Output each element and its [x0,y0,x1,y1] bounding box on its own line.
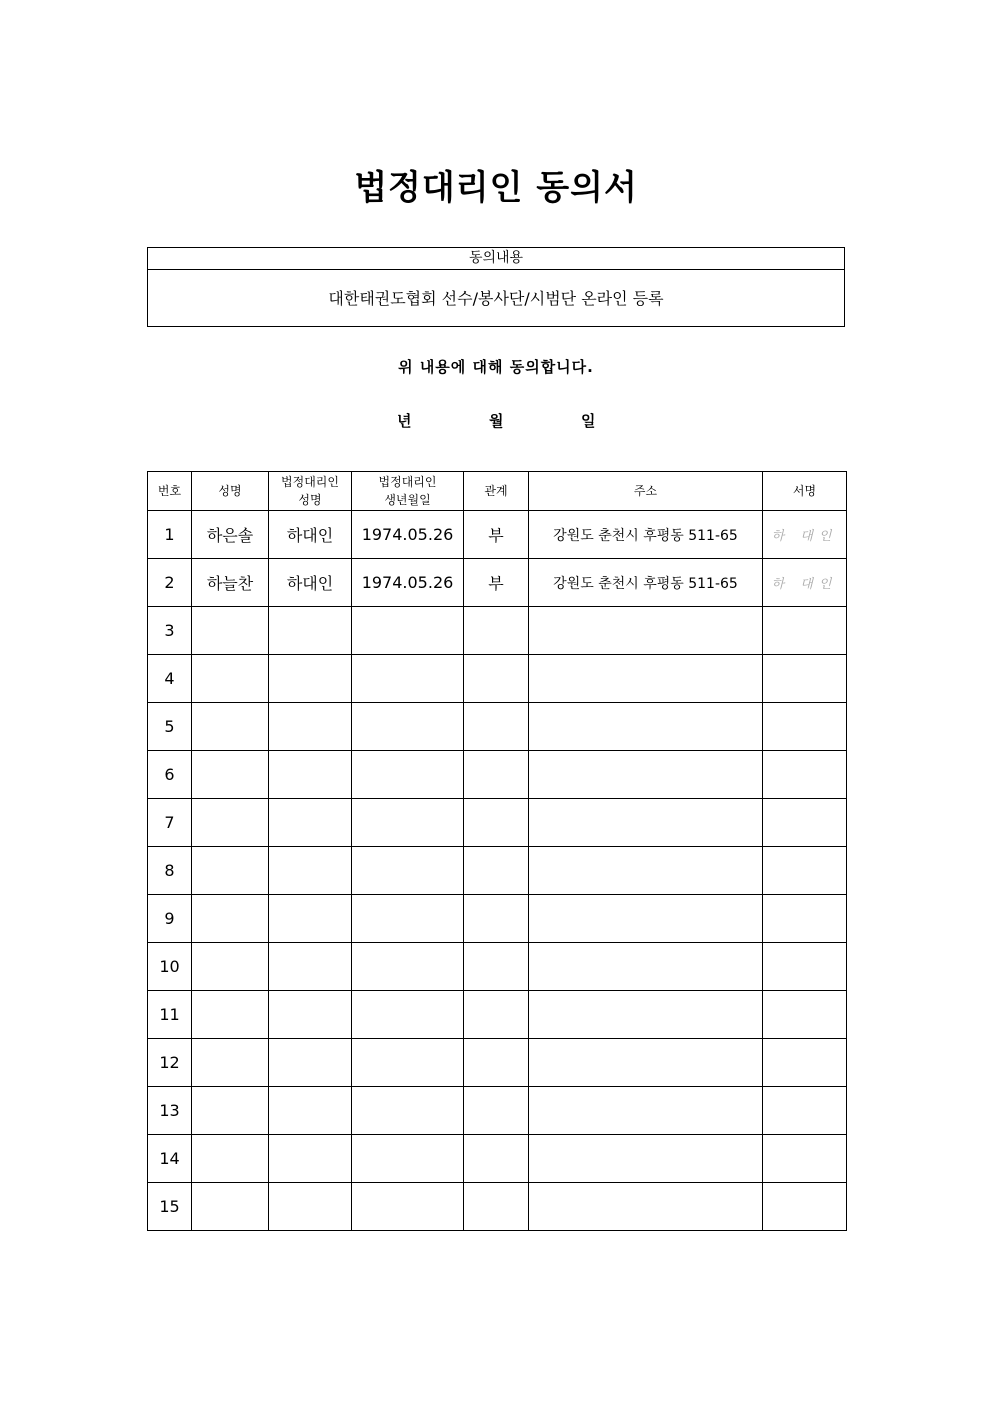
cell-signature [763,607,847,655]
table-row [148,559,847,607]
header-guardian-name [269,472,352,511]
cell-no: 1 [148,511,192,559]
cell-relation [464,799,529,847]
cell-guardian-birth [352,607,464,655]
cell-address [529,895,763,943]
table-row [148,1135,847,1183]
cell-no: 7 [148,799,192,847]
header-guardian-birth-line1: 법정대리인 [378,475,437,489]
cell-name [192,943,269,991]
table-row [148,655,847,703]
cell-guardian-name [269,1087,352,1135]
header-address: 주소 [529,472,763,511]
cell-name [192,1039,269,1087]
cell-address [529,751,763,799]
consent-box [147,247,845,327]
cell-guardian-name [269,1135,352,1183]
cell-address [529,1039,763,1087]
guardian-table [147,471,847,1231]
cell-guardian-birth [352,703,464,751]
cell-no: 9 [148,895,192,943]
cell-signature [763,1135,847,1183]
cell-guardian-name [269,847,352,895]
cell-relation [464,847,529,895]
cell-guardian-name [269,607,352,655]
cell-signature [763,1087,847,1135]
consent-heading: 동의내용 [148,248,844,270]
cell-name [192,655,269,703]
cell-signature [763,943,847,991]
cell-address [529,1087,763,1135]
cell-name [192,847,269,895]
cell-guardian-name [269,895,352,943]
cell-relation [464,1087,529,1135]
header-relation: 관계 [464,472,529,511]
cell-no: 12 [148,1039,192,1087]
cell-no: 14 [148,1135,192,1183]
cell-name [192,799,269,847]
table-row [148,703,847,751]
cell-relation [464,1183,529,1231]
cell-guardian-birth [352,943,464,991]
cell-relation [464,751,529,799]
cell-guardian-birth [352,847,464,895]
date-day-label: 일 [581,412,596,430]
cell-guardian-birth [352,1183,464,1231]
cell-guardian-birth [352,799,464,847]
cell-signature: 하 대인 [763,559,847,607]
table-row [148,1087,847,1135]
table-row [148,991,847,1039]
cell-address [529,607,763,655]
cell-relation: 부 [464,511,529,559]
cell-no: 11 [148,991,192,1039]
cell-address [529,1135,763,1183]
cell-no: 5 [148,703,192,751]
table-row [148,799,847,847]
cell-guardian-birth [352,991,464,1039]
cell-guardian-birth: 1974.05.26 [352,559,464,607]
cell-name [192,1087,269,1135]
cell-guardian-birth [352,895,464,943]
header-guardian-birth-line2: 생년월일 [384,493,431,507]
cell-address [529,799,763,847]
cell-name: 하은솔 [192,511,269,559]
table-row [148,1183,847,1231]
cell-relation: 부 [464,559,529,607]
table-row [148,1039,847,1087]
cell-signature: 하 대인 [763,511,847,559]
cell-guardian-name [269,1039,352,1087]
cell-name [192,991,269,1039]
date-year-label: 년 [397,412,412,430]
agreement-statement: 위 내용에 대해 동의합니다. [398,358,594,376]
header-guardian-name-line2: 성명 [298,493,322,507]
cell-guardian-name [269,991,352,1039]
cell-no: 6 [148,751,192,799]
cell-signature [763,991,847,1039]
cell-signature [763,655,847,703]
cell-address [529,847,763,895]
cell-address [529,1183,763,1231]
cell-guardian-name: 하대인 [269,559,352,607]
consent-text: 대한태권도협회 선수/봉사단/시범단 온라인 등록 [328,289,664,308]
cell-guardian-birth [352,751,464,799]
header-name: 성명 [192,472,269,511]
cell-relation [464,895,529,943]
cell-relation [464,991,529,1039]
cell-name [192,703,269,751]
cell-relation [464,703,529,751]
document-title: 법정대리인 동의서 [354,168,638,208]
cell-name [192,1183,269,1231]
cell-signature [763,1183,847,1231]
cell-relation [464,607,529,655]
table-row [148,511,847,559]
cell-guardian-name [269,799,352,847]
cell-signature [763,703,847,751]
cell-signature [763,1039,847,1087]
cell-no: 15 [148,1183,192,1231]
cell-guardian-name [269,655,352,703]
cell-guardian-name [269,1183,352,1231]
header-no: 번호 [148,472,192,511]
cell-guardian-name [269,751,352,799]
cell-relation [464,943,529,991]
cell-signature [763,895,847,943]
cell-address [529,655,763,703]
date-month-label: 월 [489,412,504,430]
cell-guardian-birth [352,1135,464,1183]
cell-guardian-name [269,703,352,751]
cell-no: 3 [148,607,192,655]
cell-no: 4 [148,655,192,703]
cell-no: 10 [148,943,192,991]
cell-address [529,703,763,751]
cell-signature [763,847,847,895]
header-guardian-name-line1: 법정대리인 [281,475,339,489]
cell-name [192,607,269,655]
cell-relation [464,655,529,703]
cell-no: 8 [148,847,192,895]
table-row [148,751,847,799]
table-header-row [148,472,847,511]
cell-guardian-birth [352,1087,464,1135]
cell-address [529,943,763,991]
cell-guardian-name: 하대인 [269,511,352,559]
table-row [148,607,847,655]
cell-address [529,991,763,1039]
cell-guardian-birth: 1974.05.26 [352,511,464,559]
cell-guardian-birth [352,655,464,703]
cell-name [192,1135,269,1183]
header-guardian-birth [352,472,464,511]
cell-no: 2 [148,559,192,607]
cell-signature [763,799,847,847]
header-signature: 서명 [763,472,847,511]
cell-relation [464,1039,529,1087]
cell-name [192,751,269,799]
cell-address: 강원도 춘천시 후평동 511-65 [529,559,763,607]
cell-address: 강원도 춘천시 후평동 511-65 [529,511,763,559]
cell-no: 13 [148,1087,192,1135]
cell-name [192,895,269,943]
table-row [148,943,847,991]
table-row [148,895,847,943]
cell-relation [464,1135,529,1183]
cell-guardian-birth [352,1039,464,1087]
cell-name: 하늘찬 [192,559,269,607]
cell-signature [763,751,847,799]
table-row [148,847,847,895]
cell-guardian-name [269,943,352,991]
